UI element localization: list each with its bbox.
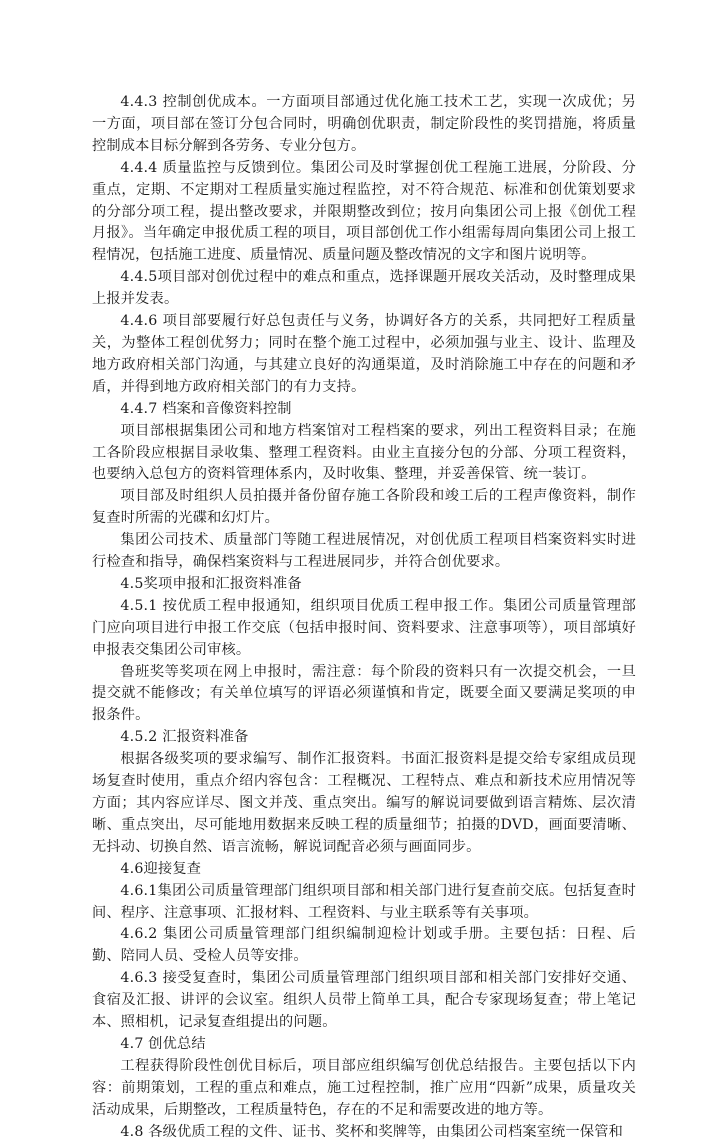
paragraph-audio-visual: 项目部及时组织人员拍摄并备份留存施工各阶段和竣工后的工程声像资料，制作复查时所需的光碟和幻灯片。 xyxy=(92,488,636,527)
paragraph-4-4-3: 4.4.3 控制创优成本。一方面项目部通过优化施工技术工艺，实现一次成优；另一方面，项目部在签订分包合同时，明确创优职责，制定阶段性的奖罚措施，将质量控制成本目标分解到各劳务、专业分包方。 xyxy=(92,94,636,154)
paragraph-4-8: 4.8 各级优质工程的文件、证书、奖杯和奖牌等，由集团公司档案室统一保管和 xyxy=(120,1123,624,1140)
heading-4-5-2: 4.5.2 汇报资料准备 xyxy=(120,729,249,746)
paragraph-report-materials: 根据各级奖项的要求编写、制作汇报资料。书面汇报资料是提交给专家组成员现场复查时使用，重点介绍内容包含：工程概况、工程特点、难点和新技术应用情况等方面；其内容应详尽、图文并茂、重点突出。编写的解说词要做到语言精炼、层次清晰、重点突出，尽可能地用数据来反映工程的质量细节；拍摄的DVD，画面要清晰、无抖动、切换自然、语言流畅，解说词配音必须与画面同步。 xyxy=(92,751,636,855)
heading-4-7: 4.7 创优总结 xyxy=(120,1035,206,1052)
paragraph-4-4-6: 4.4.6 项目部要履行好总包责任与义务，协调好各方的关系，共同把好工程质量关，为整体工程创优努力；同时在整个施工过程中，必须加强与业主、设计、监理及地方政府相关部门沟通，与其建立良好的沟通渠道，及时消除施工中存在的问题和矛盾，并得到地方政府相关部门的有力支持。 xyxy=(92,313,636,395)
paragraph-4-4-4: 4.4.4 质量监控与反馈到位。集团公司及时掌握创优工程施工进展，分阶段、分重点，定期、不定期对工程质量实施过程监控，对不符合规范、标准和创优策划要求的分部分项工程，提出整改要求，并限期整改到位；按月向集团公司上报《创优工程月报》。当年确定申报优质工程的项目，项目部创优工作小组需每周向集团公司上报工程情况，包括施工进度、质量情况、质量问题及整改情况的文字和图片说明等。 xyxy=(92,159,636,264)
heading-4-4-7: 4.4.7 档案和音像资料控制 xyxy=(120,400,292,417)
document-body xyxy=(92,92,636,1144)
paragraph-4-4-5: 4.4.5项目部对创优过程中的难点和重点，选择课题开展攻关活动，及时整理成果上报并发表。 xyxy=(92,269,636,308)
heading-4-6: 4.6迎接复查 xyxy=(120,860,202,877)
paragraph-4-6-2: 4.6.2 集团公司质量管理部门组织编制迎检计划或手册。主要包括：日程、后勤、陪同人员、受检人员等安排。 xyxy=(92,926,636,965)
paragraph-archive-list: 项目部根据集团公司和地方档案馆对工程档案的要求，列出工程资料目录；在施工各阶段应根据目录收集、整理工程资料。由业主直接分包的分部、分项工程资料，也要纳入总包方的资料管理体系内，及时收集、整理，并妥善保管、统一装订。 xyxy=(92,422,636,483)
heading-4-5: 4.5奖项申报和汇报资料准备 xyxy=(120,575,302,592)
paragraph-luban-award: 鲁班奖等奖项在网上申报时，需注意：每个阶段的资料只有一次提交机会，一旦提交就不能修改；有关单位填写的评语必须谨慎和肯定，既要全面又要满足奖项的申报条件。 xyxy=(92,663,636,724)
paragraph-archive-check: 集团公司技术、质量部门等随工程进展情况，对创优质工程项目档案资料实时进行检查和指导，确保档案资料与工程进展同步，并符合创优要求。 xyxy=(92,532,636,571)
paragraph-summary: 工程获得阶段性创优目标后，项目部应组织编写创优总结报告。主要包括以下内容：前期策划，工程的重点和难点，施工过程控制，推广应用“四新”成果，质量攻关活动成果，后期整改，工程质量特色，存在的不足和需要改进的地方等。 xyxy=(92,1057,636,1118)
paragraph-4-6-3: 4.6.3 接受复查时，集团公司质量管理部门组织项目部和相关部门安排好交通、食宿及汇报、讲评的会议室。组织人员带上简单工具，配合专家现场复查；带上笔记本、照相机，记录复查组提出的问题。 xyxy=(92,970,636,1031)
paragraph-4-6-1: 4.6.1集团公司质量管理部门组织项目部和相关部门进行复查前交底。包括复查时间、程序、注意事项、汇报材料、工程资料、与业主联系等有关事项。 xyxy=(92,882,636,921)
paragraph-4-5-1: 4.5.1 按优质工程申报通知，组织项目优质工程申报工作。集团公司质量管理部门应向项目进行申报工作交底（包括申报时间、资料要求、注意事项等），项目部填好申报表交集团公司审核。 xyxy=(92,597,636,658)
